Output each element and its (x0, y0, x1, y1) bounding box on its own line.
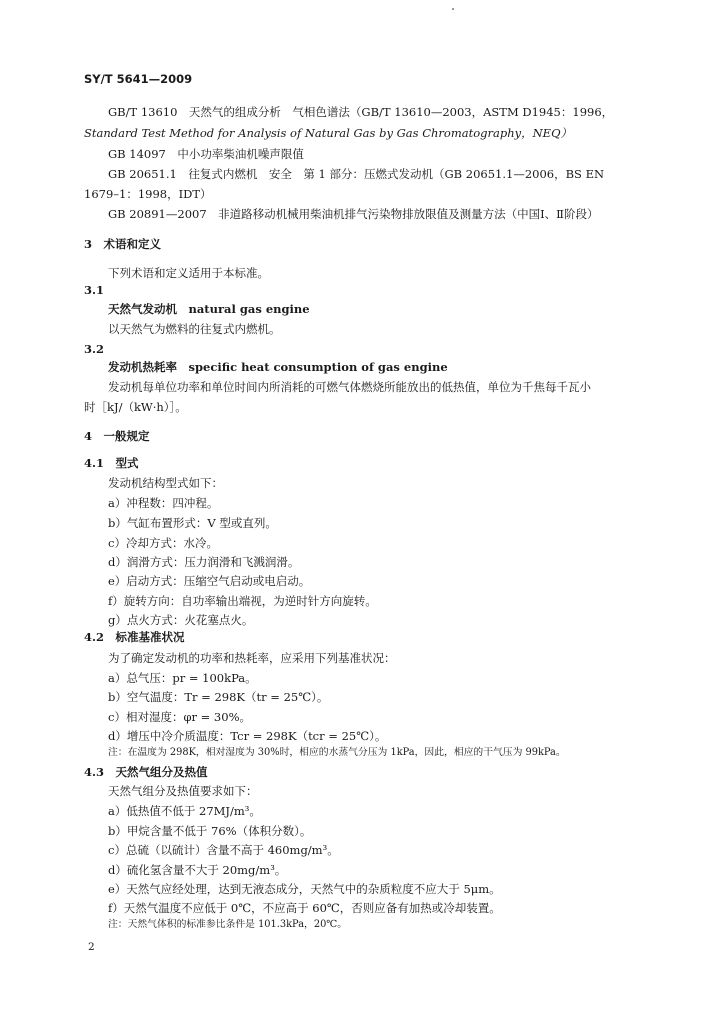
list-item: e）天然气应经处理，达到无液态成分，天然气中的杂质粒度不应大于 5μm。 (108, 882, 501, 896)
section-3-intro: 下列术语和定义适用于本标准。 (108, 266, 269, 280)
list-item: f）旋转方向：自功率输出端视，为逆时针方向旋转。 (108, 594, 377, 608)
ref-gb-20651-cont: 1679–1：1998，IDT） (84, 187, 212, 201)
clause-4-2-intro: 为了确定发动机的功率和热耗率，应采用下列基准状况： (108, 651, 396, 665)
list-item: d）增压中冷介质温度：Tcr = 298K（tcr = 25℃）。 (108, 729, 387, 743)
clause-4-1-title: 4.1 型式 (84, 456, 139, 470)
list-item: a）总气压：pr = 100kPa。 (108, 671, 257, 685)
clause-3-1-term: 天然气发动机 natural gas engine (108, 302, 310, 316)
list-item: g）点火方式：火花塞点火。 (108, 613, 254, 627)
clause-3-2-definition-cont: 时［kJ/（kW·h）］。 (84, 400, 187, 414)
clause-3-1-definition: 以天然气为燃料的往复式内燃机。 (108, 322, 281, 336)
scan-speck (452, 8, 454, 10)
list-item: b）气缸布置形式：V 型或直列。 (108, 516, 277, 530)
section-4-heading: 4 一般规定 (84, 429, 150, 443)
ref-gb-14097: GB 14097 中小功率柴油机噪声限值 (108, 147, 304, 161)
ref-gb-20891: GB 20891—2007 非道路移动机械用柴油机排气污染物排放限值及测量方法（中国Ⅰ、Ⅱ阶段） (108, 207, 599, 221)
clause-3-1-number: 3.1 (84, 283, 105, 297)
clause-3-2-number: 3.2 (84, 342, 105, 356)
list-item: d）润滑方式：压力润滑和飞溅润滑。 (108, 555, 300, 569)
page-number: 2 (88, 941, 95, 953)
list-item: c）总硫（以硫计）含量不高于 460mg/m³。 (108, 843, 339, 857)
clause-4-3-note: 注：天然气体积的标准参比条件是 101.3kPa，20℃。 (108, 919, 348, 930)
standard-code-header: SY/T 5641—2009 (84, 72, 193, 86)
list-item: a）冲程数：四冲程。 (108, 496, 219, 510)
list-item: a）低热值不低于 27MJ/m³。 (108, 804, 261, 818)
list-item: c）冷却方式：水冷。 (108, 536, 218, 550)
section-3-heading: 3 术语和定义 (84, 237, 162, 251)
clause-4-2-note: 注：在温度为 298K，相对湿度为 30%时，相应的水蒸气分压为 1kPa，因此，相应的干气压为 99kPa。 (108, 747, 566, 758)
ref-gb-13610-cont: Standard Test Method for Analysis of Natural Gas by Gas Chromatography，NEQ） (84, 126, 572, 140)
list-item: d）硫化氢含量不大于 20mg/m³。 (108, 863, 287, 877)
clause-4-3-title: 4.3 天然气组分及热值 (84, 765, 208, 779)
ref-gb-13610: GB/T 13610 天然气的组成分析 气相色谱法（GB/T 13610—2003，ASTM D1945：1996， (108, 105, 614, 119)
list-item: e）启动方式：压缩空气启动或电启动。 (108, 574, 311, 588)
clause-4-1-intro: 发动机结构型式如下： (108, 476, 223, 490)
ref-gb-20651: GB 20651.1 往复式内燃机 安全 第 1 部分：压燃式发动机（GB 20651.1—2006，BS EN (108, 167, 605, 181)
clause-3-2-term: 发动机热耗率 specific heat consumption of gas engine (108, 360, 448, 374)
clause-3-2-definition: 发动机每单位功率和单位时间内所消耗的可燃气体燃烧所能放出的低热值，单位为千焦每千瓦小 (108, 380, 591, 394)
list-item: f）天然气温度不应低于 0℃，不应高于 60℃，否则应备有加热或冷却装置。 (108, 901, 501, 915)
clause-4-2-title: 4.2 标准基准状况 (84, 630, 185, 644)
list-item: b）空气温度：Tr = 298K（tr = 25℃）。 (108, 690, 329, 704)
list-item: b）甲烷含量不低于 76%（体积分数）。 (108, 824, 312, 838)
list-item: c）相对湿度：φr = 30%。 (108, 710, 251, 724)
clause-4-3-intro: 天然气组分及热值要求如下： (108, 784, 258, 798)
